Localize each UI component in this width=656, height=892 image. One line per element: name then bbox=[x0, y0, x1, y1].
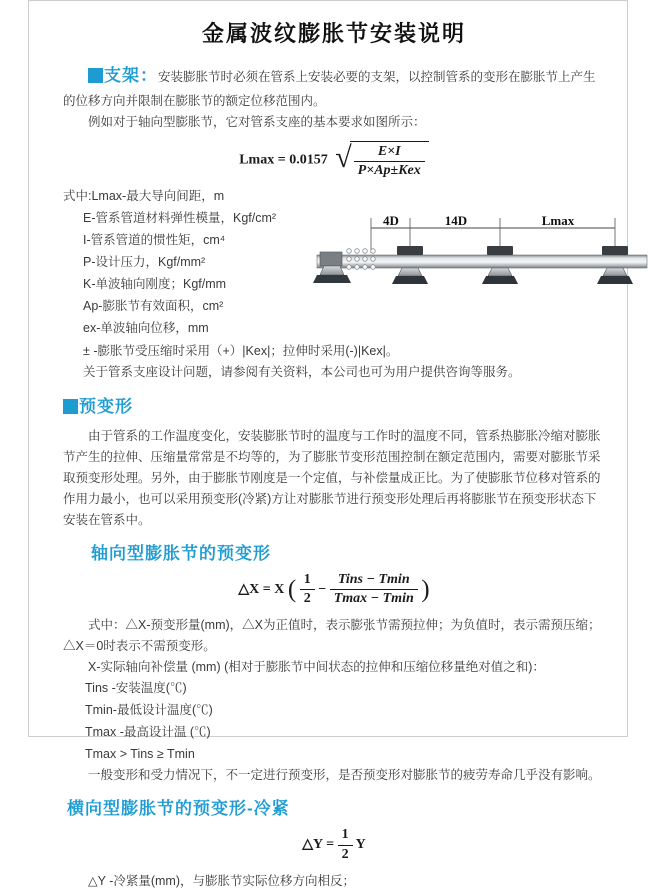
dim-label-lmax: Lmax bbox=[541, 212, 575, 228]
support-section-heading: 支架： bbox=[104, 66, 158, 85]
half-fraction bbox=[300, 572, 315, 607]
lmax-formula bbox=[63, 141, 605, 179]
dim-label-14d: 14D bbox=[444, 212, 468, 228]
axial-subheading: 轴向型膨胀节的预变形 bbox=[91, 543, 271, 563]
minus-operator: − bbox=[318, 581, 327, 597]
definition-item: 式中:Lmax-最大导向间距，m bbox=[63, 188, 225, 203]
lateral-subheading: 横向型膨胀节的预变形-冷紧 bbox=[67, 799, 290, 819]
support-intro-text: 安装膨胀节时必须在管系上安装必要的支架，以控制管系的变形在膨胀节上产生的位移方向并限制在膨胀节的额定位移范围内。 bbox=[63, 70, 596, 108]
support-example-line: 例如对于轴向型膨胀节，它对管系支座的基本要求如图所示： bbox=[88, 114, 426, 129]
radical-sign-icon: √ bbox=[335, 140, 352, 174]
axial-x-definition: X-实际轴向补偿量 (mm) (相对于膨胀节中间状态的拉伸和压缩位移量绝对值之和)： bbox=[88, 659, 545, 674]
lateral-note: △Y -冷紧量(mm)，与膨胀节实际位移方向相反； bbox=[88, 873, 356, 888]
half-denominator: 2 bbox=[303, 590, 311, 606]
sign-convention-note: ± -膨胀节受压缩时采用（+）|Kex|；拉伸时采用(-)|Kex|。 bbox=[83, 343, 399, 358]
open-paren: ( bbox=[287, 575, 297, 603]
temp-definition-item: Tmin-最低设计温度(℃) bbox=[85, 702, 213, 717]
temp-fraction-numerator: Tins − Tmin bbox=[330, 572, 418, 590]
lateral-formula bbox=[63, 827, 605, 862]
document-page bbox=[28, 0, 628, 888]
support-intro-paragraph bbox=[63, 62, 605, 112]
definition-item: I-管系管道的惯性矩，cm⁴ bbox=[83, 232, 226, 247]
lmax-formula-numerator: E×I bbox=[354, 144, 425, 162]
lateral-formula-suffix: Y bbox=[355, 837, 366, 853]
definition-item: K-单波轴向刚度；Kgf/mm bbox=[83, 276, 227, 291]
temp-definition-item: Tmax > Tins ≥ Tmin bbox=[85, 746, 195, 761]
pipe-diagram-svg bbox=[315, 213, 656, 315]
definition-item: ex-单波轴向位移，mm bbox=[83, 320, 209, 335]
half-numerator: 1 bbox=[338, 827, 353, 845]
close-paren: ) bbox=[421, 575, 430, 603]
predeform-heading-line bbox=[63, 393, 605, 422]
definition-item: E-管系管道材料弹性模量，Kgf/cm² bbox=[83, 210, 277, 225]
lateral-formula-prefix: △Y = bbox=[302, 837, 335, 853]
temp-definition-item: Tmax -最高设计温 (℃) bbox=[85, 724, 211, 739]
lmax-formula-lhs: Lmax = 0.0157 bbox=[239, 151, 328, 167]
temperature-fraction bbox=[330, 572, 418, 607]
page-title: 金属波纹膨胀节安装说明 bbox=[201, 21, 466, 46]
definitions-and-diagram bbox=[63, 187, 605, 341]
predeform-body: 由于管系的工作温度变化，安装膨胀节时的温度与工作时的温度不同，管系热膨胀冷缩对膨胀节产生的拉伸、压缩量常常是不均等的，为了膨胀节变形范围控制在额定范围内，需要对膨胀节采取预变形处理。另外，由于膨胀节刚度是一个定值，与补偿量成正比。为了使膨胀节位移对管系的作用力最小，也可以采用预变形(冷紧)方让对膨胀节进行预变形处理后再将膨胀节在预变形状态下安装在管系中。 bbox=[63, 428, 601, 527]
axial-note: 一般变形和受力情况下，不一定进行预变形，是否预变形对膨胀节的疲劳寿命几乎没有影响。 bbox=[88, 768, 601, 783]
axial-formula-prefix: △X = X bbox=[238, 581, 285, 597]
definition-item: Ap-膨胀节有效面积，cm² bbox=[83, 298, 224, 313]
half-numerator: 1 bbox=[300, 572, 315, 590]
symbol-definitions-list bbox=[63, 187, 315, 341]
dim-label-4d: 4D bbox=[383, 212, 399, 228]
temp-definition-item: Tins -安装温度(℃) bbox=[85, 680, 187, 695]
half-fraction bbox=[338, 827, 353, 862]
temp-fraction-denominator: Tmax − Tmin bbox=[333, 590, 414, 606]
pipe-support-diagram bbox=[315, 213, 656, 341]
predeform-section-heading: 预变形 bbox=[79, 397, 133, 417]
definition-item: P-设计压力，Kgf/mm² bbox=[83, 254, 206, 269]
lmax-formula-denominator: P×Ap±Kex bbox=[357, 162, 421, 178]
sqrt-radical bbox=[335, 141, 429, 179]
axial-formula bbox=[63, 572, 605, 607]
service-note: 关于管系支座设计问题，请参阅有关资料，本公司也可为用户提供咨询等服务。 bbox=[83, 364, 521, 379]
section-square-icon bbox=[88, 68, 103, 83]
half-denominator: 2 bbox=[341, 846, 349, 862]
temperature-definitions-list bbox=[85, 678, 605, 766]
axial-explain: 式中：△X-预变形量(mm)，△X为正值时，表示膨张节需预拉伸；为负值时，表示需预压缩；△X＝0时表示不需预变形。 bbox=[63, 617, 601, 653]
section-square-icon bbox=[63, 399, 78, 414]
